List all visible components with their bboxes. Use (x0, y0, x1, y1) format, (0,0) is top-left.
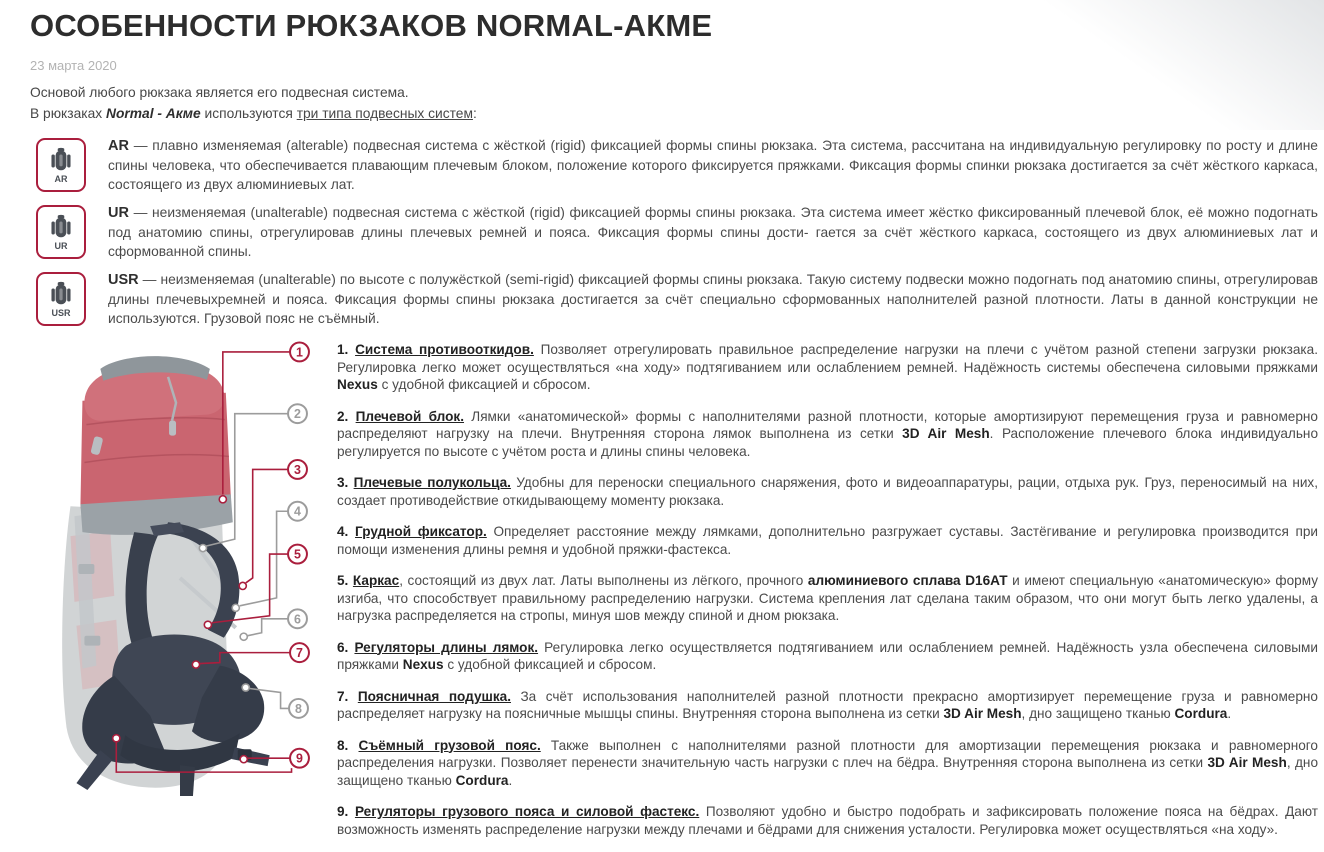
system-code: UR (108, 205, 129, 221)
callout-number: 3 (294, 462, 301, 477)
suspension-system-row-usr (30, 270, 1324, 328)
feature-number: 4. (337, 524, 356, 539)
intro-line-2 (30, 103, 1324, 124)
backpack-figure (30, 337, 335, 800)
feature-title: Плечевой блок. (355, 408, 465, 424)
backpack-photo (30, 337, 335, 800)
features-list (335, 337, 1324, 852)
intro-line2-prefix: В рюкзаках (30, 106, 103, 121)
main-content (30, 337, 1324, 852)
system-icon-label: UR (54, 241, 68, 251)
feature-title: Регуляторы длины лямок. (354, 639, 539, 655)
intro-line2-mid: используются (204, 106, 293, 121)
callout-number: 2 (294, 407, 301, 422)
feature-title: Регуляторы грузового пояса и силовой фастекс. (354, 804, 700, 819)
feature-number: 2. (337, 408, 356, 424)
feature-number: 7. (337, 688, 358, 704)
backpack-glyph (48, 280, 74, 310)
callout-number: 6 (294, 612, 301, 627)
callout-number: 9 (296, 751, 303, 766)
suspension-system-row-ur (30, 203, 1324, 261)
callout-number: 7 (296, 646, 303, 661)
suspension-types-link[interactable]: три типа подвесных систем (296, 106, 473, 121)
callout-6 (240, 609, 307, 640)
feature-item: 8. Съёмный грузовой пояс. Также выполнен с наполнителями разной плотности для амортизации перемещения рюкзака и равномерного распределения нагрузки. Позволяет перенести значительную часть нагрузки с плеч на бёдра. Внутренняя сторона выполнена из сетки 3D Air Mesh, дно защищено тканью Cordura. (337, 737, 1319, 788)
callout-number: 8 (295, 701, 302, 716)
system-description (108, 136, 1324, 194)
system-code: USR (108, 272, 139, 288)
backpack-usr-icon (36, 272, 86, 326)
system-description-text: — неизменяемая (unalterable) подвесная система с жёсткой (rigid) фиксацией формы спины рюкзака. Эта система имеет жёстко фиксированный плечевой блок, её можно подогнать под анатомию спины, отрегулировав длины плечевых ремней и пояса. Фиксация формы спины дости- гается за счёт жёсткого каркаса, состоящего из двух алюминиевых лат и сформованной спины. (108, 205, 1318, 259)
article-date: 23 марта 2020 (30, 58, 117, 73)
intro-line-1: Основой любого рюкзака является его подвесная система. (30, 85, 409, 100)
system-description (108, 270, 1324, 328)
backpack-ar-icon (36, 138, 86, 192)
backpack-ur-icon (36, 205, 86, 259)
system-code: AR (108, 138, 129, 154)
feature-item: 6. Регуляторы длины лямок. Регулировка легко осуществляется подтягиванием или ослаблением ремней. Надёжность узла обеспечена силовыми пряжками Nexus с удобной фиксацией и сбросом. (337, 639, 1318, 672)
feature-item: 1. Система противооткидов. Позволяет отрегулировать правильное распределение нагрузки на плечи с учётом разной степени загрузки рюкзака. Регулировка легко может осуществляться «на ходу» подтягиванием или ослаблением ремней. Надёжность системы обеспечена силовыми пряжками Nexus с удобной фиксацией и сбросом. (337, 342, 1319, 392)
suspension-systems-list (30, 136, 1324, 328)
callout-number: 5 (294, 547, 301, 562)
feature-item: 7. Поясничная подушка. За счёт использования наполнителей разной плотности прекрасно амортизирует перемещение груза и равномерно распределяет нагрузку на поясничные мышцы спины. Внутренняя сторона выполнена из сетки 3D Air Mesh, дно защищено тканью Cordura. (337, 688, 1318, 721)
suspension-system-row-ar (30, 136, 1324, 194)
backpack-glyph (48, 146, 74, 176)
feature-item: 5. Каркас, состоящий из двух лат. Латы выполнены из лёгкого, прочного алюминиевого сплава D16АТ и имеют специальную «анатомическую» форму изгиба, что способствует правильному распределению нагрузки. Система крепления лат сделана таким образом, что они могут быть легко удалены, а нагрузка распределяется на стропы, минуя шов между спиной и дном рюкзака. (337, 573, 1318, 623)
feature-item: 2. Плечевой блок. Лямки «анатомической» формы с наполнителями разной плотности, которые амортизируют перемещения груза и равномерно распределяют нагрузку на плечи. Внутренняя сторона лямок выполнена из сетки 3D Air Mesh. Расположение плечевого блока индивидуально регулируется по высоте с учётом роста и длины спины человека. (337, 408, 1318, 459)
feature-title: Грудной фиксатор. (355, 524, 487, 539)
callout-number: 4 (294, 504, 301, 519)
backpack-glyph (48, 213, 74, 243)
intro-line2-colon: : (472, 106, 477, 121)
feature-title: Съёмный грузовой пояс. (358, 737, 541, 753)
feature-number: 9. (337, 804, 355, 819)
system-icon-label: AR (54, 174, 68, 184)
feature-title: Плечевые полукольца. (353, 475, 511, 490)
brand-name: Normal - Акме (106, 106, 201, 121)
feature-item: 4. Грудной фиксатор. Определяет расстояние между лямками, дополнительно разгружает суставы. Застёгивание и регулировка производится при помощи изменения длины ремня и удобной пряжки-фастекса. (337, 524, 1318, 557)
system-description-text: — плавно изменяемая (alterable) подвесная система с жёсткой (rigid) фиксацией формы спины рюкзака. Эта система, рассчитана на индивидуальную регулировку по росту и длине спины человека, что обеспечивается плавающим плечевым блоком, положение которого фиксируется пряжками. Фиксация формы спинки рюкзака достигается за счёт жёсткого каркаса, состоящего из двух алюминиевых лат. (108, 138, 1318, 192)
page-title: ОСОБЕННОСТИ РЮКЗАКОВ NORMAL-АКМЕ (30, 8, 713, 43)
feature-title: Каркас (352, 573, 400, 588)
system-icon-label: USR (51, 308, 71, 318)
feature-item: 9. Регуляторы грузового пояса и силовой фастекс. Позволяют удобно и быстро подобрать и зафиксировать положение пояса на бёдрах. Дают возможность изменять распределение нагрузки между плечами и бёдрами для снижения усталости. Регулировка может осуществляться «на ходу». (337, 804, 1318, 837)
callout-3 (239, 460, 307, 590)
feature-number: 5. (337, 573, 353, 588)
system-description (108, 203, 1324, 261)
feature-item: 3. Плечевые полукольца. Удобны для переноски специального снаряжения, фото и видеоаппаратуры, рации, отдыха рук. Груз, переносимый на них, создает противодействие откидывающему моменту рюкзака. (337, 475, 1318, 508)
feature-number: 1. (337, 342, 356, 357)
feature-number: 3. (337, 475, 354, 490)
feature-title: Система противооткидов. (355, 342, 534, 357)
callout-number: 1 (296, 345, 303, 360)
system-description-text: — неизменяемая (unalterable) по высоте с полужёсткой (semi-rigid) фиксацией формы спины рюкзака. Такую систему подвески можно подогнать под анатомию спины, отрегулировав длины плечевыхремней и пояса. Фиксация формы спины рюкзака достигается за счёт специально сформованных наполнителей разной плотности. Латы в данной конструкции не используются. Грузовой пояс не съёмный. (108, 272, 1318, 326)
feature-number: 6. (337, 639, 355, 655)
feature-title: Поясничная подушка. (357, 688, 511, 704)
feature-number: 8. (337, 737, 359, 753)
